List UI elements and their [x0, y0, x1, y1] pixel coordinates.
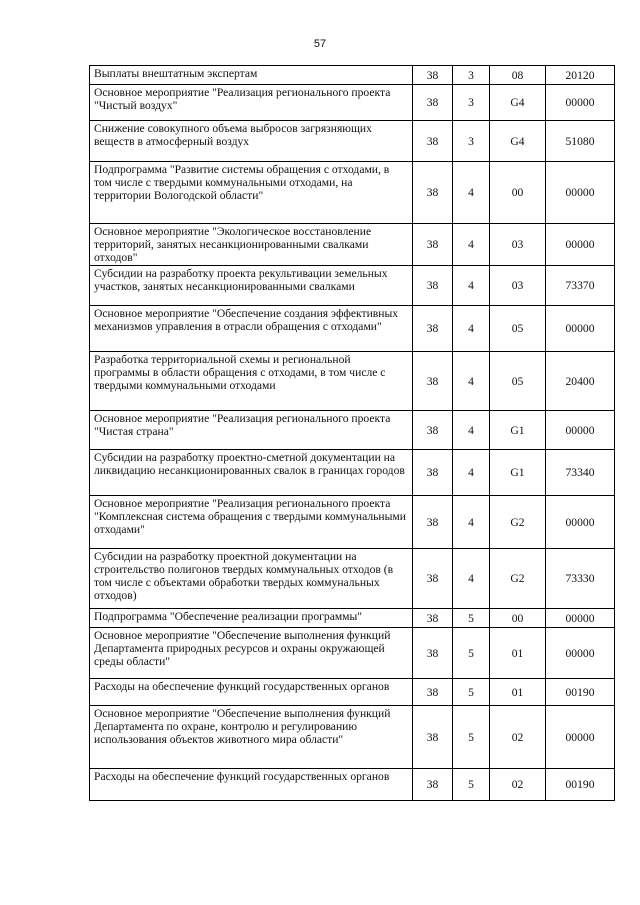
- cell-code-2: 3: [453, 85, 490, 121]
- cell-name: Расходы на обеспечение функций государственных органов: [90, 679, 413, 706]
- table-row: [90, 496, 615, 549]
- table-row: [90, 411, 615, 450]
- table-row: [90, 306, 615, 352]
- cell-code-3: 05: [490, 352, 546, 411]
- table-row: [90, 706, 615, 769]
- cell-code-3: 02: [490, 769, 546, 801]
- cell-code-3: 01: [490, 679, 546, 706]
- cell-name: Основное мероприятие "Обеспечение выполнения функций Департамента природных ресурсов и охраны окружающей среды области": [90, 628, 413, 679]
- cell-code-2: 5: [453, 706, 490, 769]
- cell-code-2: 5: [453, 628, 490, 679]
- table-row: [90, 628, 615, 679]
- cell-name: Разработка территориальной схемы и региональной программы в области обращения с отходами, в том числе с твердыми коммунальными отходами: [90, 352, 413, 411]
- cell-code-2: 5: [453, 609, 490, 628]
- budget-table: [89, 65, 615, 801]
- cell-code-1: 38: [413, 224, 453, 266]
- cell-code-4: 73370: [546, 266, 615, 306]
- cell-code-2: 4: [453, 411, 490, 450]
- page-number: 57: [313, 38, 327, 50]
- cell-code-1: 38: [413, 496, 453, 549]
- cell-code-2: 4: [453, 162, 490, 224]
- cell-code-3: G4: [490, 85, 546, 121]
- cell-code-2: 5: [453, 769, 490, 801]
- cell-code-4: 00000: [546, 411, 615, 450]
- cell-code-2: 5: [453, 679, 490, 706]
- cell-name: Расходы на обеспечение функций государственных органов: [90, 769, 413, 801]
- cell-code-3: 00: [490, 162, 546, 224]
- cell-code-2: 4: [453, 266, 490, 306]
- cell-code-3: G4: [490, 121, 546, 162]
- cell-code-2: 3: [453, 121, 490, 162]
- cell-code-2: 4: [453, 496, 490, 549]
- cell-code-4: 73330: [546, 549, 615, 609]
- cell-code-1: 38: [413, 85, 453, 121]
- cell-code-2: 3: [453, 66, 490, 85]
- cell-code-1: 38: [413, 352, 453, 411]
- cell-name: Основное мероприятие "Обеспечение создания эффективных механизмов управления в отрасли обращения с отходами": [90, 306, 413, 352]
- cell-name: Субсидии на разработку проектной документации на строительство полигонов твердых коммунальных отходов (в том числе с объектами обработки твердых коммунальных отходов): [90, 549, 413, 609]
- cell-code-1: 38: [413, 706, 453, 769]
- table-row: [90, 66, 615, 85]
- cell-name: Подпрограмма "Развитие системы обращения с отходами, в том числе с твердыми коммунальными отходами, на территории Вологодской области": [90, 162, 413, 224]
- cell-code-4: 00000: [546, 609, 615, 628]
- cell-name: Подпрограмма "Обеспечение реализации программы": [90, 609, 413, 628]
- table-row: [90, 121, 615, 162]
- cell-code-3: 03: [490, 224, 546, 266]
- cell-code-4: 51080: [546, 121, 615, 162]
- cell-code-3: G2: [490, 549, 546, 609]
- cell-name: Снижение совокупного объема выбросов загрязняющих веществ в атмосферный воздух: [90, 121, 413, 162]
- table-row: [90, 769, 615, 801]
- cell-code-2: 4: [453, 306, 490, 352]
- cell-code-3: 02: [490, 706, 546, 769]
- cell-code-1: 38: [413, 549, 453, 609]
- table-row: [90, 266, 615, 306]
- table-row: [90, 549, 615, 609]
- cell-code-1: 38: [413, 609, 453, 628]
- cell-code-1: 38: [413, 121, 453, 162]
- cell-code-2: 4: [453, 450, 490, 496]
- cell-code-4: 20400: [546, 352, 615, 411]
- cell-code-3: 01: [490, 628, 546, 679]
- cell-code-3: 00: [490, 609, 546, 628]
- cell-code-1: 38: [413, 306, 453, 352]
- cell-code-1: 38: [413, 162, 453, 224]
- cell-code-2: 4: [453, 549, 490, 609]
- table-row: [90, 450, 615, 496]
- cell-code-1: 38: [413, 450, 453, 496]
- cell-name: Основное мероприятие "Реализация регионального проекта "Чистый воздух": [90, 85, 413, 121]
- cell-code-4: 00000: [546, 306, 615, 352]
- cell-code-4: 00000: [546, 496, 615, 549]
- table-row: [90, 679, 615, 706]
- cell-code-1: 38: [413, 266, 453, 306]
- cell-code-4: 20120: [546, 66, 615, 85]
- cell-code-3: 05: [490, 306, 546, 352]
- cell-code-1: 38: [413, 679, 453, 706]
- table-row: [90, 85, 615, 121]
- cell-code-4: 00000: [546, 224, 615, 266]
- cell-code-4: 00000: [546, 706, 615, 769]
- cell-code-3: G2: [490, 496, 546, 549]
- cell-code-3: G1: [490, 411, 546, 450]
- cell-code-4: 00000: [546, 85, 615, 121]
- cell-code-4: 00000: [546, 628, 615, 679]
- cell-name: Основное мероприятие "Реализация регионального проекта "Комплексная система обращения с твердыми коммунальными отходами": [90, 496, 413, 549]
- cell-code-3: G1: [490, 450, 546, 496]
- cell-code-4: 00190: [546, 769, 615, 801]
- cell-code-1: 38: [413, 769, 453, 801]
- cell-code-1: 38: [413, 628, 453, 679]
- table-row: [90, 224, 615, 266]
- cell-name: Основное мероприятие "Экологическое восстановление территорий, занятых несанкционированными свалками отходов": [90, 224, 413, 266]
- cell-code-4: 73340: [546, 450, 615, 496]
- table-row: [90, 162, 615, 224]
- cell-code-1: 38: [413, 66, 453, 85]
- cell-code-3: 03: [490, 266, 546, 306]
- cell-code-4: 00000: [546, 162, 615, 224]
- cell-code-2: 4: [453, 352, 490, 411]
- table-row: [90, 609, 615, 628]
- cell-name: Основное мероприятие "Обеспечение выполнения функций Департамента по охране, контролю и регулированию использования объектов животного мира области": [90, 706, 413, 769]
- cell-code-3: 08: [490, 66, 546, 85]
- cell-code-4: 00190: [546, 679, 615, 706]
- cell-code-2: 4: [453, 224, 490, 266]
- cell-code-1: 38: [413, 411, 453, 450]
- cell-name: Субсидии на разработку проекта рекультивации земельных участков, занятых несанкционированными свалками: [90, 266, 413, 306]
- cell-name: Выплаты внештатным экспертам: [90, 66, 413, 85]
- cell-name: Субсидии на разработку проектно-сметной документации на ликвидацию несанкционированных свалок в границах городов: [90, 450, 413, 496]
- cell-name: Основное мероприятие "Реализация регионального проекта "Чистая страна": [90, 411, 413, 450]
- table-body: [90, 66, 615, 801]
- table-row: [90, 352, 615, 411]
